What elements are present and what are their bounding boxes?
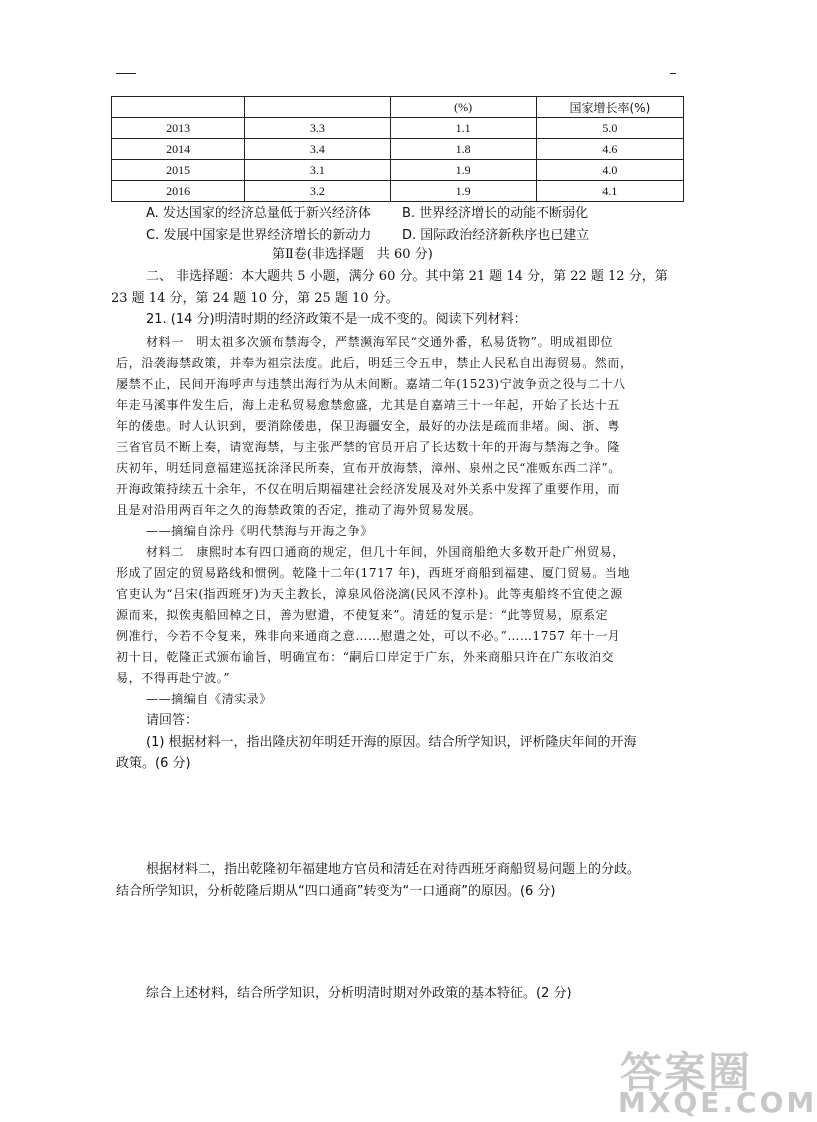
material2-line: 例准行，今若不令复来，殊非向来通商之意……慰遣之处，可以不必。”……1757 年十一月 [116,629,621,643]
material1-line: 庆初年，明廷同意福建巡抚涂泽民所奏，宣布开放海禁，漳州、泉州之民“准贩东西二洋”。 [116,461,621,475]
question-2-line: 结合所学知识，分析乾隆后期从“四口通商”转变为“一口通商”的原因。(6 分) [116,884,556,899]
question-21-title: 21. (14 分)明清时期的经济政策不是一成不变的。阅读下列材料： [146,312,527,327]
table-header-cell [245,97,390,118]
watermark-url: MXQE.COM [618,1086,817,1119]
option-row-ab [146,204,588,224]
table-cell: 2015 [112,160,245,181]
table-cell: 2014 [112,139,245,160]
instruction-line: 23 题 14 分，第 24 题 10 分，第 25 题 10 分。 [111,291,399,306]
material2-line: 易，不得再赴宁波。” [116,671,231,685]
table-cell: 4.1 [536,181,683,202]
material1-line: 且是对沿用两百年之久的海禁政策的否定，推动了海外贸易发展。 [116,503,482,517]
material2-line: 官吏认为“吕宋(指西班牙)为天主教长，漳泉风俗浇漓(民风不淳朴)。此等夷船终不宜使之源 [116,587,623,601]
table-row [112,181,684,202]
option-c: C. 发展中国家是世界经济增长的新动力 [146,228,372,243]
table-cell: 5.0 [536,118,683,139]
option-d: D. 国际政治经济新秩序也已建立 [402,228,590,243]
table-cell: 2016 [112,181,245,202]
table-row [112,160,684,181]
material2-line: 初十日，乾隆正式颁布谕旨，明确宣布：“嗣后口岸定于广东，外来商船只许在广东收泊交 [116,650,615,664]
question-1-line: (1) 根据材料一，指出隆庆初年明廷开海的原因。结合所学知识，评析隆庆年间的开海 [146,735,637,750]
site-watermark [604,1040,817,1120]
table-header-cell: 国家增长率(%) [536,97,683,118]
header-right-rule [670,73,676,74]
instruction-line: 二、 非选择题：本大题共 5 小题，满分 60 分。其中第 21 题 14 分，第 22 题 12 分，第 [146,269,668,284]
option-a: A. 发达国家的经济总量低于新兴经济体 [146,206,371,221]
table-cell: 4.6 [536,139,683,160]
table-header-cell: (%) [390,97,536,118]
material2-line: 材料二 康熙时本有四口通商的规定，但几十年间，外国商船绝大多数开赴广州贸易， [146,545,625,559]
material1-line: 后，沿袭海禁政策，并奉为祖宗法度。此后，明廷三令五申，禁止人民私自出海贸易。然而， [116,356,633,370]
table-cell: 1.9 [390,160,536,181]
material1-line: 年的倭患。时人认识到，要消除倭患，保卫海疆安全，最好的办法是疏而非堵。闽、浙、粤 [116,419,621,433]
table-cell: 3.1 [245,160,390,181]
growth-rate-table [111,96,684,202]
table-cell: 3.3 [245,118,390,139]
material1-line: 年走马溪事件发生后，海上走私贸易愈禁愈盛，尤其是自嘉靖三十一年起，开始了长达十五 [116,398,621,412]
table-cell: 3.4 [245,139,390,160]
section-title: 第Ⅱ卷(非选择题 共 60 分) [272,247,433,262]
answer-prompt: 请回答： [146,713,199,728]
material2-line: 源而来，拟俟夷船回棹之日，善为慰遣，不使复来”。清廷的复示是：“此等贸易，原系定 [116,608,609,622]
table-cell: 1.8 [390,139,536,160]
table-cell: 2013 [112,118,245,139]
material2-source: ——摘编自《清实录》 [146,692,273,706]
table-cell: 1.1 [390,118,536,139]
material1-source: ——摘编自涂丹《明代禁海与开海之争》 [146,524,373,538]
material1-line: 开海政策持续五十余年，不仅在明后期福建社会经济发展及对外关系中发挥了重要作用，而 [116,482,621,496]
table-header-row [112,97,684,118]
question-1-line: 政策。(6 分) [116,756,191,771]
question-2-line: 根据材料二，指出乾隆初年福建地方官员和清廷在对待西班牙商船贸易问题上的分歧。 [146,862,641,877]
question-3: 综合上述材料，结合所学知识，分析明清时期对外政策的基本特征。(2 分) [146,986,572,1001]
table-row [112,118,684,139]
option-row-cd [146,226,589,246]
watermark-title: 答案圈 [620,1048,753,1097]
table-cell: 3.2 [245,181,390,202]
material1-line: 材料一 明太祖多次颁布禁海令，严禁濒海军民“交通外番，私易货物”。明成祖即位 [146,335,614,349]
header-left-rule [116,73,136,74]
table-cell: 4.0 [536,160,683,181]
table-cell: 1.9 [390,181,536,202]
material1-line: 屡禁不止，民间开海呼声与违禁出海行为从未间断。嘉靖二年(1523)宁波争贡之役与二十八 [116,377,626,391]
material1-line: 三省官员不断上奏，请宽海禁，与主张严禁的官员开启了长达数十年的开海与禁海之争。隆 [116,440,621,454]
option-b: B. 世界经济增长的动能不断弱化 [402,206,589,221]
table-row [112,139,684,160]
material2-line: 形成了固定的贸易路线和惯例。乾隆十二年(1717 年)，西班牙商船到福建、厦门贸易。当地 [116,566,631,580]
table-header-cell [112,97,245,118]
